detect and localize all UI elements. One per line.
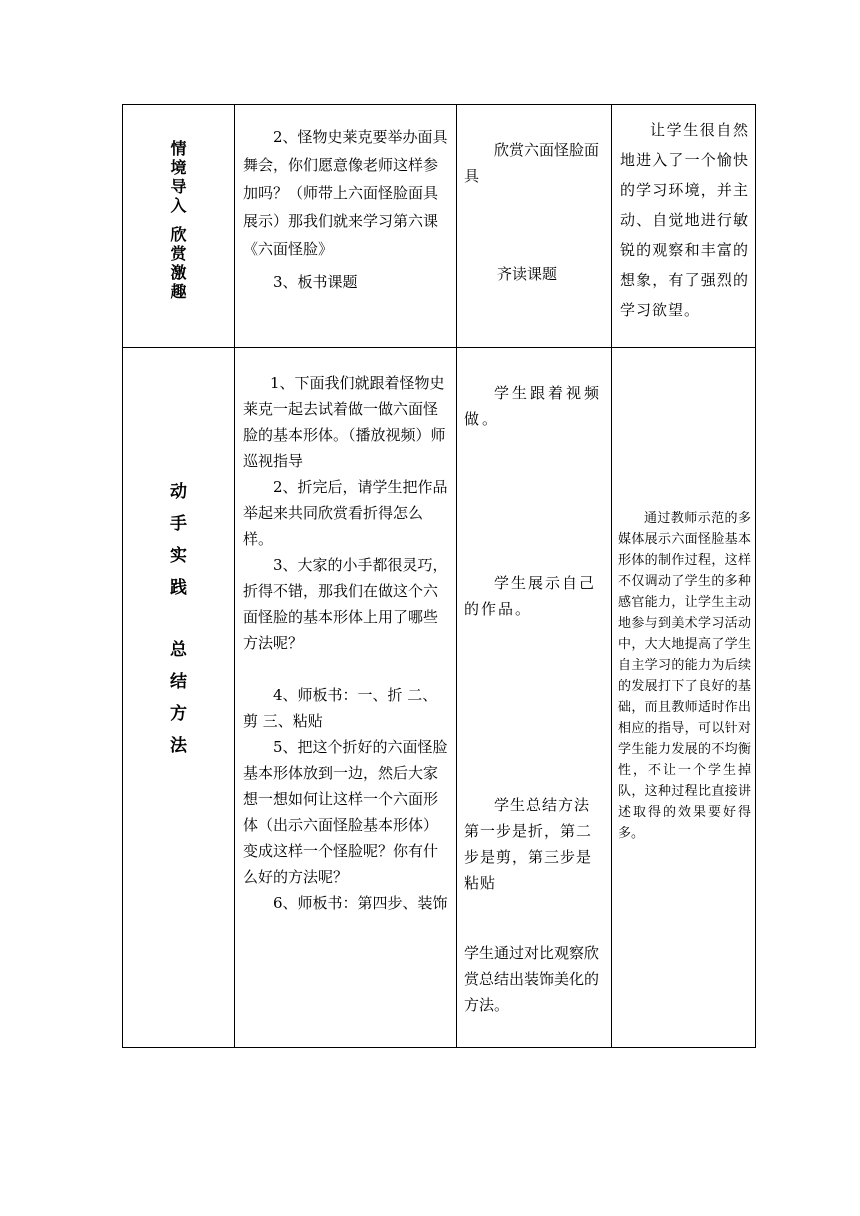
student-activity: 齐读课题 [497, 265, 558, 283]
design-intent-cell-intro [612, 105, 756, 348]
teacher-step: 5、把这个折好的六面怪脸基本形体放到一边，然后大家想一想如何让这样一个六面形体（出示六面怪脸基本形体）变成这样一个怪脸呢？你有什么好的方法呢？ [243, 738, 448, 886]
student-activity: 学生展示自己的作品。 [464, 574, 597, 618]
student-activity: 学生通过对比观察欣赏总结出装饰美化的方法。 [464, 944, 600, 1014]
design-intent-text: 通过教师示范的多媒体展示六面怪脸基本形体的制作过程，这样不仅调动了学生的多种感官能力，让学生主动地参与到美术学习活动中，大大地提高了学生自主学习的能力为后续的发展打下了良好的基础，而且教师适时作出相应的指导，可以针对学生能力发展的不均衡性，不让一个学生掉队，这种过程比直接讲述取得的效果要好得多。 [618, 511, 751, 841]
student-activity: 学生跟着视频做。 [464, 384, 603, 428]
table-row-practice [123, 348, 756, 1048]
student-activity-cell-practice [457, 348, 612, 1048]
stage-label-practice: 动 手 实 践 总 结 方 法 [170, 482, 187, 756]
teacher-step: 3、板书课题 [273, 273, 358, 291]
lesson-plan-table [122, 104, 756, 1048]
stage-cell-practice [123, 348, 235, 1048]
student-activity: 欣赏六面怪脸面具 [464, 141, 600, 185]
design-intent-text: 让学生很自然地进入了一个愉快的学习环境，并主动、自觉地进行敏锐的观察和丰富的想象，有了强烈的学习欲望。 [620, 121, 749, 319]
teacher-step: 1、下面我们就跟着怪物史莱克一起去试着做一做六面怪脸的基本形体。（播放视频）师巡视指导 [243, 374, 446, 470]
student-activity-cell-intro [457, 105, 612, 348]
teacher-step: 3、大家的小手都很灵巧，折得不错，那我们在做这个六面怪脸的基本形体上用了哪些方法呢？ [243, 556, 448, 652]
teacher-activity-cell-intro [235, 105, 457, 348]
teacher-step: 6、师板书：第四步、装饰 [273, 894, 448, 912]
design-intent-cell-practice [612, 348, 756, 1048]
teacher-step: 2、折完后，请学生把作品举起来共同欣赏看折得怎么样。 [243, 478, 448, 548]
stage-cell-intro [123, 105, 235, 348]
student-activity: 学生总结方法第一步是折，第二步是剪，第三步是粘贴 [464, 796, 593, 892]
teacher-step: 4、师板书：一、折 二、剪 三、粘贴 [243, 686, 438, 730]
stage-label-intro: 情 境 导 入 欣 赏 激 趣 [170, 139, 187, 301]
table-row-intro [123, 105, 756, 348]
teacher-step: 2、怪物史莱克要举办面具舞会，你们愿意像老师这样参加吗？（师带上六面怪脸面具展示）那我们就来学习第六课《六面怪脸》 [243, 128, 448, 258]
teacher-activity-cell-practice [235, 348, 457, 1048]
